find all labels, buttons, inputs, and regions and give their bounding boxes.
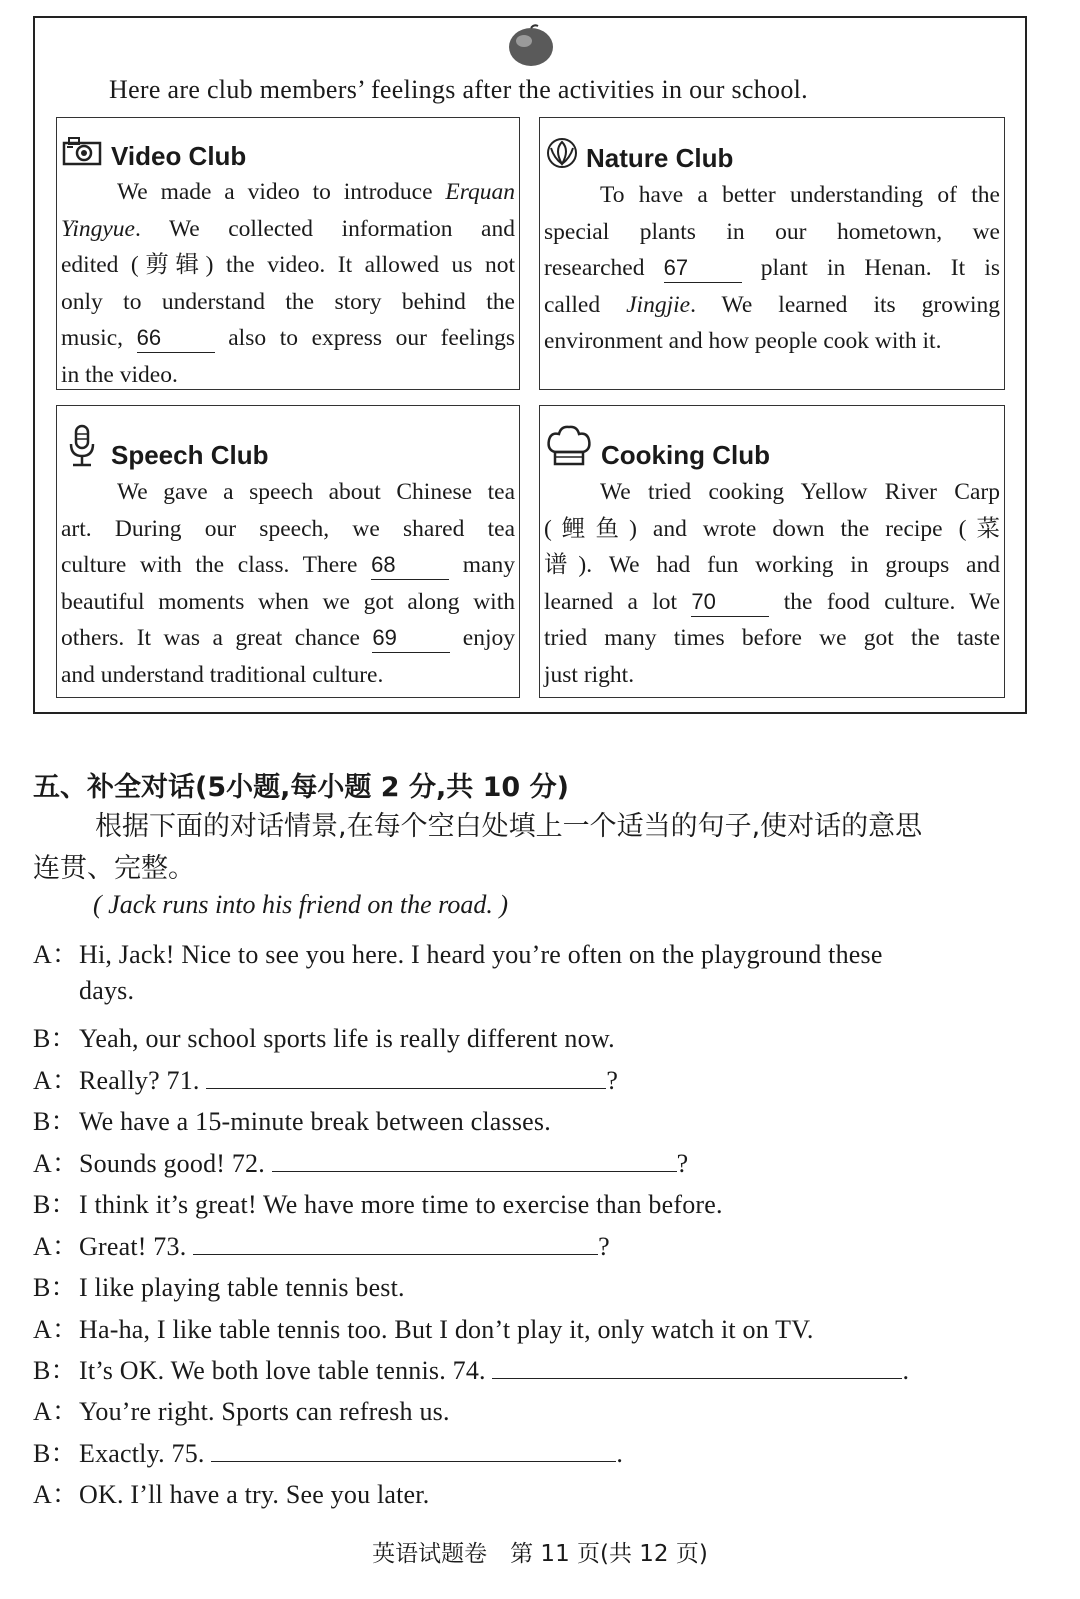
cooking-club-box bbox=[539, 405, 1005, 698]
leaf-icon bbox=[544, 138, 580, 170]
club-title-speech: Speech Club bbox=[111, 440, 269, 470]
dialogue-line: B：I think it’s great! We have more time to exercise than before. bbox=[33, 1190, 723, 1219]
answer-blank-71[interactable] bbox=[206, 1064, 606, 1089]
nature-club-box bbox=[539, 117, 1005, 390]
dialogue-line: A：OK. I’ll have a try. See you later. bbox=[33, 1480, 430, 1509]
answer-blank-73[interactable] bbox=[193, 1230, 598, 1255]
chef-hat-icon bbox=[545, 424, 593, 468]
club-title-video: Video Club bbox=[111, 141, 247, 171]
camera-icon bbox=[62, 136, 102, 166]
answer-blank-74[interactable] bbox=[492, 1354, 902, 1379]
dialogue-line: days. bbox=[79, 976, 135, 1005]
dialogue-line: A：Great! 73. ? bbox=[33, 1232, 610, 1261]
section-title: 五、补全对话(5小题,每小题 2 分,共 10 分) bbox=[33, 772, 569, 803]
blank-68[interactable]: 68 bbox=[371, 551, 449, 580]
dialogue-line: A：Really? 71. ? bbox=[33, 1066, 619, 1095]
speech-club-box bbox=[56, 405, 520, 698]
dialogue-line: B：Exactly. 75. . bbox=[33, 1439, 624, 1468]
dialogue-line: B：Yeah, our school sports life is really different now. bbox=[33, 1024, 615, 1053]
club-text-speech: We gave a speech about Chinese tea art. During our speech, we shared tea culture with the class. There 68 many beautiful moments when we got along with others. It was a great chance 69 enjoy and understand traditional culture. bbox=[61, 479, 515, 688]
page-footer: 英语试题卷 第 11 页(共 12 页) bbox=[372, 1541, 708, 1567]
club-title-cooking: Cooking Club bbox=[601, 440, 770, 470]
answer-blank-72[interactable] bbox=[272, 1147, 677, 1172]
club-text-cooking: We tried cooking Yellow River Carp (鲤鱼) and wrote down the recipe (菜 谱). We had fun working in groups and learned a lot 70 the food culture. We tried many times before we got the taste just right. bbox=[544, 479, 1000, 688]
dialogue-line: B：I like playing table tennis best. bbox=[33, 1273, 405, 1302]
blank-66[interactable]: 66 bbox=[137, 324, 215, 353]
dialogue-line: B：We have a 15-minute break between classes. bbox=[33, 1107, 551, 1136]
dialogue-line: B：It’s OK. We both love table tennis. 74. . bbox=[33, 1356, 910, 1385]
passage-intro: Here are club members’ feelings after the activities in our school. bbox=[109, 75, 808, 104]
dialogue-line: A：Ha-ha, I like table tennis too. But I don’t play it, only watch it on TV. bbox=[33, 1315, 814, 1344]
microphone-icon bbox=[67, 424, 97, 468]
answer-blank-75[interactable] bbox=[211, 1437, 616, 1462]
club-text-video: We made a video to introduce Erquan Yingyue. We collected information and edited (剪辑) the video. It allowed us not only to understand the story behind the music, 66 also to express our feelings in the video. bbox=[61, 179, 515, 388]
blank-69[interactable]: 69 bbox=[372, 624, 450, 653]
fruit-icon bbox=[504, 22, 556, 70]
section-instruction: 根据下面的对话情景,在每个空白处填上一个适当的句子,使对话的意思 连贯、完整。 bbox=[33, 811, 923, 884]
dialogue-line: A：Sounds good! 72. ? bbox=[33, 1149, 689, 1178]
blank-70[interactable]: 70 bbox=[691, 588, 769, 617]
club-title-nature: Nature Club bbox=[586, 143, 734, 173]
dialogue-scene: ( Jack runs into his friend on the road. ) bbox=[93, 890, 508, 919]
video-club-box bbox=[56, 117, 520, 390]
dialogue-line: A：Hi, Jack! Nice to see you here. I heard you’re often on the playground these bbox=[33, 940, 883, 969]
dialogue-line: A：You’re right. Sports can refresh us. bbox=[33, 1397, 450, 1426]
blank-67[interactable]: 67 bbox=[664, 254, 742, 283]
club-text-nature: To have a better understanding of the special plants in our hometown, we researched 67 plant in Henan. It is called Jingjie. We learned its growing environment and how people cook with it. bbox=[544, 182, 1000, 355]
